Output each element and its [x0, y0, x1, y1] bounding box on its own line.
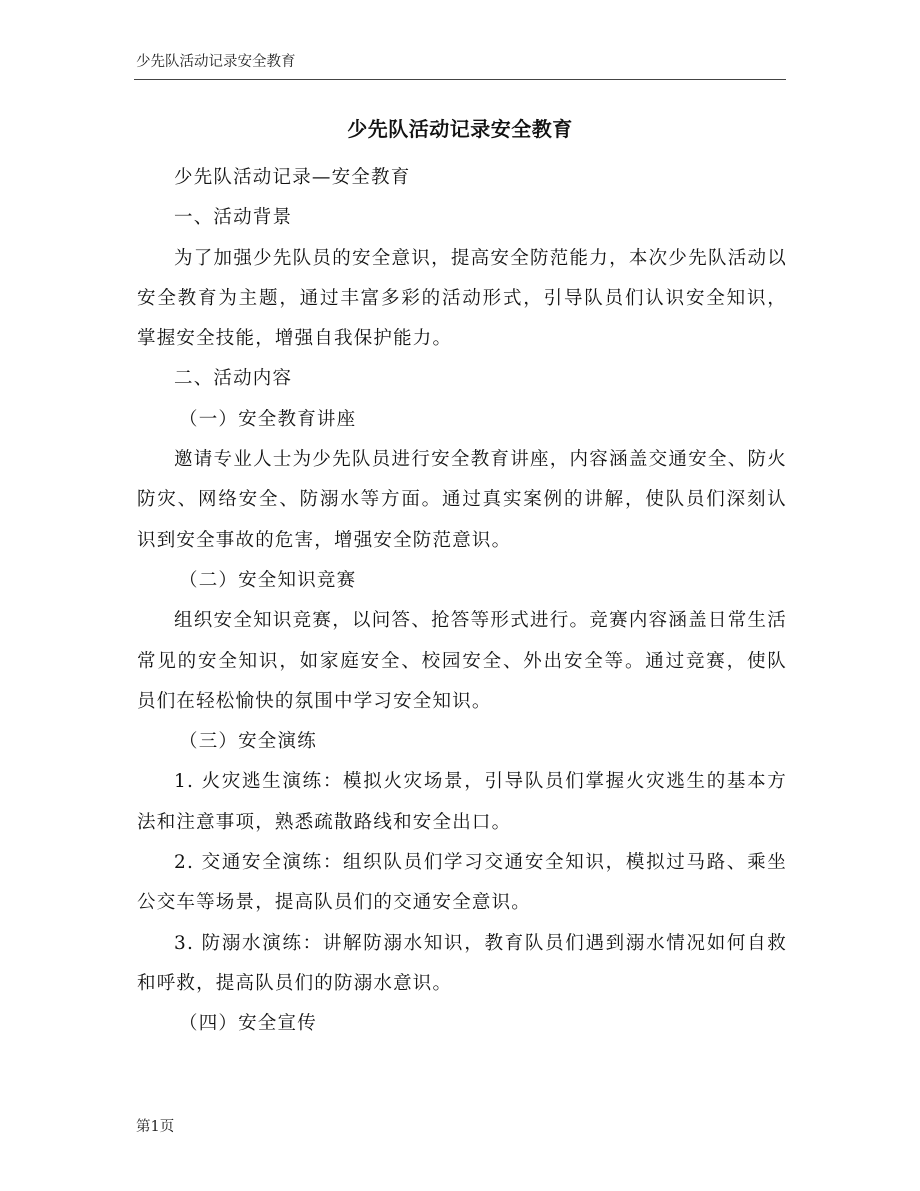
subtitle-line: 少先队活动记录—安全教育	[174, 167, 411, 188]
subheading-lecture: （一）安全教育讲座	[179, 408, 357, 430]
list-item-fire-drill: 1. 火灾逃生演练：模拟火灾场景，引导队员们掌握火灾逃生的基本方法和注意事项，熟悉疏散路线和安全出口。	[137, 771, 787, 833]
document-title: 少先队活动记录安全教育	[347, 117, 573, 141]
list-item-drowning-drill: 3. 防溺水演练：讲解防溺水知识，教育队员们遇到溺水情况如何自救和呼救，提高队员们的防溺水意识。	[137, 932, 787, 994]
subheading-drill: （三）安全演练	[179, 731, 317, 753]
subheading-competition: （二）安全知识竞赛	[179, 569, 357, 591]
page-number: 第1页	[136, 1119, 175, 1135]
subheading-publicity: （四）安全宣传	[179, 1013, 317, 1035]
section-heading-background: 一、活动背景	[174, 207, 293, 229]
paragraph-background: 为了加强少先队员的安全意识，提高安全防范能力，本次少先队活动以安全教育为主题，通过丰富多彩的活动形式，引导队员们认识安全知识，掌握安全技能，增强自我保护能力。	[137, 247, 787, 350]
section-heading-content: 二、活动内容	[174, 368, 293, 390]
paragraph-competition: 组织安全知识竞赛，以问答、抢答等形式进行。竞赛内容涵盖日常生活常见的安全知识，如家庭安全、校园安全、外出安全等。通过竞赛，使队员们在轻松愉快的氛围中学习安全知识。	[137, 610, 787, 712]
list-item-traffic-drill: 2. 交通安全演练：组织队员们学习交通安全知识，模拟过马路、乘坐公交车等场景，提高队员们的交通安全意识。	[137, 852, 787, 914]
header-divider	[134, 79, 786, 80]
running-header: 少先队活动记录安全教育	[136, 54, 296, 70]
document-body	[137, 158, 787, 1045]
paragraph-lecture: 邀请专业人士为少先队员进行安全教育讲座，内容涵盖交通安全、防火防灾、网络安全、防溺水等方面。通过真实案例的讲解，使队员们深刻认识到安全事故的危害，增强安全防范意识。	[137, 449, 787, 551]
